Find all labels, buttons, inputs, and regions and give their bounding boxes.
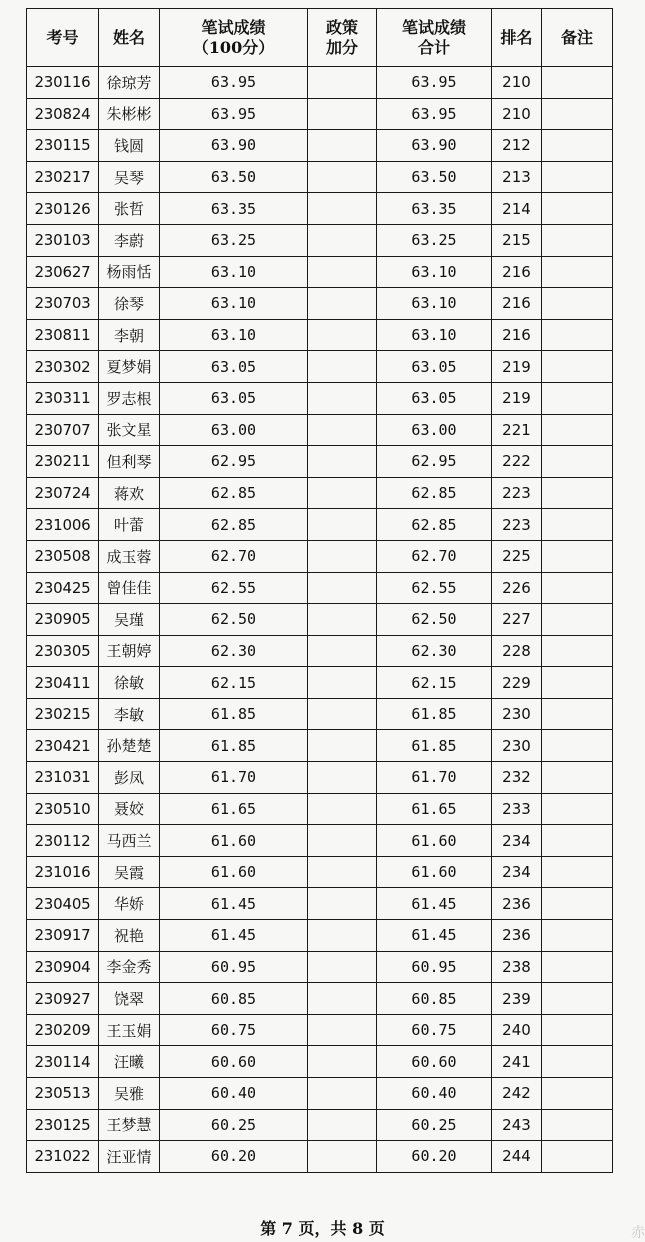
table-row [27, 572, 613, 604]
cell-bonus [308, 698, 377, 730]
table-row [27, 698, 613, 730]
cell-total: 63.25 [377, 224, 492, 256]
cell-note [542, 951, 613, 983]
cell-name: 夏梦娟 [99, 351, 160, 383]
cell-score: 63.05 [160, 351, 308, 383]
cell-total: 63.05 [377, 382, 492, 414]
cell-total: 60.95 [377, 951, 492, 983]
cell-rank: 236 [492, 920, 542, 952]
cell-name: 聂姣 [99, 793, 160, 825]
table-row [27, 730, 613, 762]
cell-id: 230513 [27, 1078, 99, 1110]
cell-bonus [308, 382, 377, 414]
cell-total: 61.70 [377, 762, 492, 794]
cell-score: 60.75 [160, 1014, 308, 1046]
cell-id: 230917 [27, 920, 99, 952]
cell-score: 61.60 [160, 856, 308, 888]
cell-score: 63.35 [160, 193, 308, 225]
cell-total: 61.45 [377, 920, 492, 952]
cell-id: 230116 [27, 67, 99, 99]
cell-note [542, 98, 613, 130]
cell-total: 61.65 [377, 793, 492, 825]
cell-score: 62.85 [160, 477, 308, 509]
table-row [27, 509, 613, 541]
cell-score: 61.70 [160, 762, 308, 794]
cell-rank: 221 [492, 414, 542, 446]
cell-total: 63.95 [377, 67, 492, 99]
cell-note [542, 319, 613, 351]
cell-note [542, 762, 613, 794]
page-footer: 第 7 页，共 8 页 [260, 1219, 385, 1238]
score-table [26, 8, 613, 1173]
cell-bonus [308, 477, 377, 509]
cell-name: 孙楚楚 [99, 730, 160, 762]
cell-bonus [308, 67, 377, 99]
cell-name: 张文星 [99, 414, 160, 446]
cell-score: 61.45 [160, 920, 308, 952]
cell-total: 60.25 [377, 1109, 492, 1141]
cell-name: 钱圆 [99, 130, 160, 162]
cell-rank: 238 [492, 951, 542, 983]
cell-total: 62.55 [377, 572, 492, 604]
cell-rank: 234 [492, 825, 542, 857]
cell-rank: 219 [492, 351, 542, 383]
cell-bonus [308, 762, 377, 794]
cell-bonus [308, 130, 377, 162]
table-row [27, 67, 613, 99]
cell-bonus [308, 1078, 377, 1110]
cell-total: 62.30 [377, 635, 492, 667]
cell-id: 230217 [27, 161, 99, 193]
cell-bonus [308, 604, 377, 636]
table-body [27, 67, 613, 1173]
table-row [27, 256, 613, 288]
cell-total: 63.35 [377, 193, 492, 225]
cell-rank: 210 [492, 67, 542, 99]
cell-note [542, 572, 613, 604]
cell-note [542, 698, 613, 730]
cell-total: 60.75 [377, 1014, 492, 1046]
cell-score: 62.15 [160, 667, 308, 699]
cell-score: 62.70 [160, 540, 308, 572]
table-row [27, 920, 613, 952]
cell-rank: 228 [492, 635, 542, 667]
table-row [27, 604, 613, 636]
cell-name: 张哲 [99, 193, 160, 225]
cell-name: 徐敏 [99, 667, 160, 699]
header-name: 姓名 [99, 9, 160, 67]
cell-note [542, 920, 613, 952]
cell-name: 但利琴 [99, 446, 160, 478]
cell-id: 230627 [27, 256, 99, 288]
cell-id: 230115 [27, 130, 99, 162]
table-row [27, 1078, 613, 1110]
cell-name: 徐琴 [99, 288, 160, 320]
cell-rank: 242 [492, 1078, 542, 1110]
cell-total: 60.20 [377, 1141, 492, 1173]
cell-note [542, 288, 613, 320]
cell-id: 231022 [27, 1141, 99, 1173]
cell-id: 230510 [27, 793, 99, 825]
cell-name: 李敏 [99, 698, 160, 730]
cell-bonus [308, 888, 377, 920]
cell-total: 61.45 [377, 888, 492, 920]
cell-total: 63.10 [377, 256, 492, 288]
cell-rank: 236 [492, 888, 542, 920]
cell-id: 230125 [27, 1109, 99, 1141]
cell-score: 62.95 [160, 446, 308, 478]
cell-score: 63.90 [160, 130, 308, 162]
cell-rank: 243 [492, 1109, 542, 1141]
cell-score: 62.50 [160, 604, 308, 636]
cell-id: 230112 [27, 825, 99, 857]
table-row [27, 540, 613, 572]
cell-id: 230126 [27, 193, 99, 225]
cell-bonus [308, 351, 377, 383]
score-sheet [26, 8, 613, 1173]
table-row [27, 762, 613, 794]
cell-id: 230905 [27, 604, 99, 636]
cell-score: 61.60 [160, 825, 308, 857]
cell-total: 63.10 [377, 319, 492, 351]
cell-total: 63.50 [377, 161, 492, 193]
cell-score: 61.45 [160, 888, 308, 920]
header-note: 备注 [542, 9, 613, 67]
table-row [27, 1141, 613, 1173]
cell-bonus [308, 319, 377, 351]
table-row [27, 446, 613, 478]
cell-score: 61.85 [160, 698, 308, 730]
cell-score: 62.85 [160, 509, 308, 541]
cell-name: 华娇 [99, 888, 160, 920]
cell-id: 230211 [27, 446, 99, 478]
cell-bonus [308, 414, 377, 446]
cell-name: 李朝 [99, 319, 160, 351]
cell-rank: 239 [492, 983, 542, 1015]
cell-id: 230411 [27, 667, 99, 699]
cell-id: 230425 [27, 572, 99, 604]
cell-note [542, 351, 613, 383]
cell-rank: 227 [492, 604, 542, 636]
cell-id: 230707 [27, 414, 99, 446]
cell-score: 62.55 [160, 572, 308, 604]
cell-total: 60.40 [377, 1078, 492, 1110]
cell-bonus [308, 951, 377, 983]
cell-total: 61.85 [377, 730, 492, 762]
cell-note [542, 1014, 613, 1046]
cell-bonus [308, 224, 377, 256]
cell-rank: 212 [492, 130, 542, 162]
cell-rank: 222 [492, 446, 542, 478]
table-row [27, 793, 613, 825]
cell-id: 230703 [27, 288, 99, 320]
cell-id: 230508 [27, 540, 99, 572]
cell-rank: 229 [492, 667, 542, 699]
cell-total: 62.95 [377, 446, 492, 478]
cell-name: 朱彬彬 [99, 98, 160, 130]
cell-note [542, 193, 613, 225]
cell-note [542, 888, 613, 920]
cell-id: 230103 [27, 224, 99, 256]
cell-bonus [308, 288, 377, 320]
table-row [27, 983, 613, 1015]
cell-rank: 230 [492, 698, 542, 730]
cell-name: 吴瑾 [99, 604, 160, 636]
cell-rank: 216 [492, 319, 542, 351]
cell-note [542, 1141, 613, 1173]
cell-name: 汪曦 [99, 1046, 160, 1078]
cell-total: 61.85 [377, 698, 492, 730]
cell-bonus [308, 256, 377, 288]
cell-name: 罗志根 [99, 382, 160, 414]
cell-score: 63.50 [160, 161, 308, 193]
cell-total: 63.05 [377, 351, 492, 383]
cell-name: 吴雅 [99, 1078, 160, 1110]
cell-rank: 234 [492, 856, 542, 888]
cell-bonus [308, 540, 377, 572]
cell-score: 60.25 [160, 1109, 308, 1141]
header-row [27, 9, 613, 67]
cell-note [542, 540, 613, 572]
cell-bonus [308, 825, 377, 857]
cell-name: 蒋欢 [99, 477, 160, 509]
cell-total: 60.60 [377, 1046, 492, 1078]
cell-note [542, 1109, 613, 1141]
table-row [27, 635, 613, 667]
cell-note [542, 161, 613, 193]
cell-bonus [308, 983, 377, 1015]
cell-note [542, 1046, 613, 1078]
cell-id: 230405 [27, 888, 99, 920]
cell-bonus [308, 920, 377, 952]
cell-score: 60.95 [160, 951, 308, 983]
cell-name: 叶蕾 [99, 509, 160, 541]
cell-id: 230215 [27, 698, 99, 730]
cell-rank: 213 [492, 161, 542, 193]
cell-id: 230904 [27, 951, 99, 983]
cell-name: 徐琼芳 [99, 67, 160, 99]
cell-total: 63.10 [377, 288, 492, 320]
cell-rank: 223 [492, 477, 542, 509]
table-row [27, 98, 613, 130]
cell-total: 62.50 [377, 604, 492, 636]
cell-score: 61.65 [160, 793, 308, 825]
cell-rank: 215 [492, 224, 542, 256]
cell-bonus [308, 856, 377, 888]
cell-name: 饶翠 [99, 983, 160, 1015]
header-total: 笔试成绩 合计 [377, 9, 492, 67]
header-score: 笔试成绩 （100分） [160, 9, 308, 67]
table-row [27, 1014, 613, 1046]
cell-total: 63.90 [377, 130, 492, 162]
cell-total: 63.00 [377, 414, 492, 446]
table-row [27, 951, 613, 983]
cell-rank: 240 [492, 1014, 542, 1046]
cell-id: 231016 [27, 856, 99, 888]
cell-score: 63.95 [160, 67, 308, 99]
cell-id: 230311 [27, 382, 99, 414]
cell-rank: 225 [492, 540, 542, 572]
table-row [27, 224, 613, 256]
cell-note [542, 793, 613, 825]
cell-id: 230927 [27, 983, 99, 1015]
cell-name: 彭凤 [99, 762, 160, 794]
cell-name: 李金秀 [99, 951, 160, 983]
cell-note [542, 130, 613, 162]
cell-note [542, 825, 613, 857]
cell-rank: 216 [492, 256, 542, 288]
cell-name: 王玉娟 [99, 1014, 160, 1046]
cell-bonus [308, 446, 377, 478]
cell-score: 63.10 [160, 256, 308, 288]
cell-note [542, 256, 613, 288]
cell-note [542, 446, 613, 478]
cell-score: 63.00 [160, 414, 308, 446]
cell-note [542, 730, 613, 762]
cell-bonus [308, 1014, 377, 1046]
cell-note [542, 635, 613, 667]
table-row [27, 319, 613, 351]
table-row [27, 288, 613, 320]
cell-id: 230724 [27, 477, 99, 509]
cell-name: 王梦慧 [99, 1109, 160, 1141]
cell-id: 230302 [27, 351, 99, 383]
cell-id: 230421 [27, 730, 99, 762]
cell-rank: 226 [492, 572, 542, 604]
cell-rank: 241 [492, 1046, 542, 1078]
cell-name: 杨雨恬 [99, 256, 160, 288]
table-row [27, 382, 613, 414]
table-row [27, 856, 613, 888]
cell-bonus [308, 572, 377, 604]
cell-score: 63.10 [160, 288, 308, 320]
table-row [27, 193, 613, 225]
cell-rank: 216 [492, 288, 542, 320]
cell-bonus [308, 193, 377, 225]
cell-score: 63.10 [160, 319, 308, 351]
cell-rank: 230 [492, 730, 542, 762]
cell-id: 231031 [27, 762, 99, 794]
cell-name: 祝艳 [99, 920, 160, 952]
watermark: 赤 [631, 1225, 645, 1241]
cell-score: 63.05 [160, 382, 308, 414]
cell-rank: 214 [492, 193, 542, 225]
cell-note [542, 983, 613, 1015]
cell-id: 230114 [27, 1046, 99, 1078]
header-rank: 排名 [492, 9, 542, 67]
table-row [27, 414, 613, 446]
cell-total: 61.60 [377, 825, 492, 857]
table-row [27, 667, 613, 699]
table-row [27, 1109, 613, 1141]
cell-total: 62.70 [377, 540, 492, 572]
cell-score: 60.20 [160, 1141, 308, 1173]
cell-score: 60.85 [160, 983, 308, 1015]
cell-note [542, 509, 613, 541]
cell-note [542, 667, 613, 699]
cell-note [542, 414, 613, 446]
cell-bonus [308, 509, 377, 541]
cell-total: 62.15 [377, 667, 492, 699]
table-row [27, 161, 613, 193]
cell-id: 230811 [27, 319, 99, 351]
cell-name: 马西兰 [99, 825, 160, 857]
cell-bonus [308, 98, 377, 130]
table-row [27, 825, 613, 857]
cell-total: 60.85 [377, 983, 492, 1015]
table-row [27, 477, 613, 509]
header-id: 考号 [27, 9, 99, 67]
cell-note [542, 604, 613, 636]
cell-name: 王朝婷 [99, 635, 160, 667]
cell-rank: 223 [492, 509, 542, 541]
cell-rank: 232 [492, 762, 542, 794]
table-row [27, 888, 613, 920]
cell-note [542, 477, 613, 509]
cell-note [542, 67, 613, 99]
cell-rank: 210 [492, 98, 542, 130]
cell-rank: 244 [492, 1141, 542, 1173]
cell-rank: 219 [492, 382, 542, 414]
table-row [27, 351, 613, 383]
cell-score: 61.85 [160, 730, 308, 762]
cell-name: 李蔚 [99, 224, 160, 256]
cell-bonus [308, 730, 377, 762]
cell-id: 231006 [27, 509, 99, 541]
cell-bonus [308, 161, 377, 193]
cell-id: 230305 [27, 635, 99, 667]
cell-bonus [308, 1109, 377, 1141]
cell-name: 吴霞 [99, 856, 160, 888]
cell-total: 63.95 [377, 98, 492, 130]
header-bonus: 政策 加分 [308, 9, 377, 67]
cell-note [542, 856, 613, 888]
table-row [27, 130, 613, 162]
cell-id: 230824 [27, 98, 99, 130]
cell-bonus [308, 793, 377, 825]
cell-total: 61.60 [377, 856, 492, 888]
cell-bonus [308, 1141, 377, 1173]
cell-name: 曾佳佳 [99, 572, 160, 604]
cell-name: 汪亚情 [99, 1141, 160, 1173]
cell-score: 63.95 [160, 98, 308, 130]
cell-bonus [308, 667, 377, 699]
cell-rank: 233 [492, 793, 542, 825]
cell-bonus [308, 635, 377, 667]
cell-score: 62.30 [160, 635, 308, 667]
cell-bonus [308, 1046, 377, 1078]
cell-note [542, 382, 613, 414]
cell-total: 62.85 [377, 509, 492, 541]
cell-score: 63.25 [160, 224, 308, 256]
cell-total: 62.85 [377, 477, 492, 509]
cell-name: 成玉蓉 [99, 540, 160, 572]
cell-score: 60.60 [160, 1046, 308, 1078]
cell-score: 60.40 [160, 1078, 308, 1110]
cell-name: 吴琴 [99, 161, 160, 193]
cell-note [542, 224, 613, 256]
table-row [27, 1046, 613, 1078]
cell-note [542, 1078, 613, 1110]
cell-id: 230209 [27, 1014, 99, 1046]
